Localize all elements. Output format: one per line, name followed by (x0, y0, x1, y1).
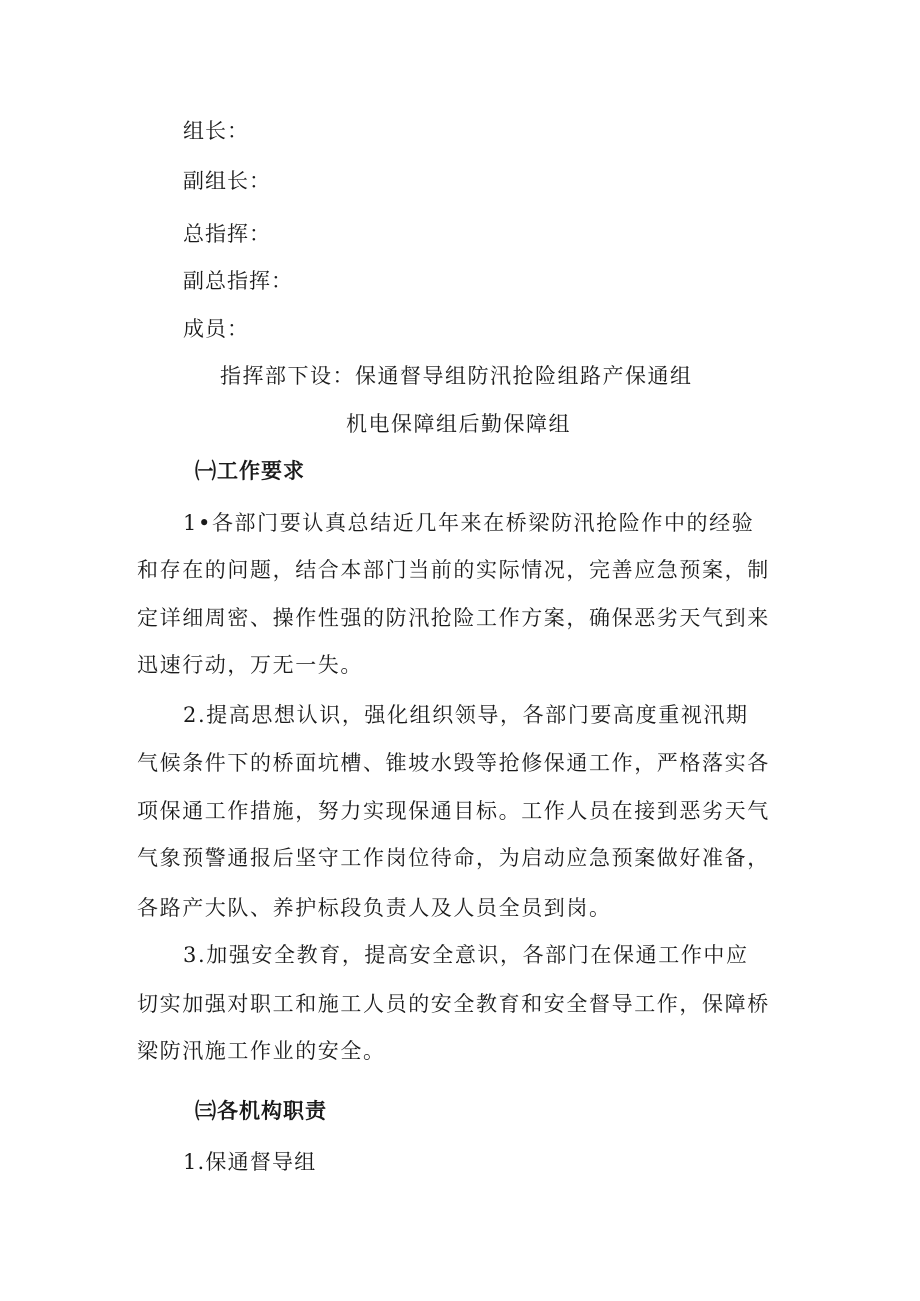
subgroups-line-2: 机电保障组后勤保障组 (346, 412, 571, 436)
subgroups-line-1: 指挥部下设：保通督导组防汛抢险组路产保通组 (220, 364, 693, 388)
item2-line-4: 气象预警通报后坚守工作岗位待命，为启动应急预案做好准备， (137, 846, 770, 870)
item2-line-3: 项保通工作措施，努力实现保通目标。工作人员在接到恶劣天气 (137, 799, 770, 823)
members-label: 成员： (183, 317, 249, 341)
chief-commander-label: 总指挥： (183, 222, 271, 246)
deputy-leader-label: 副组长： (183, 169, 271, 193)
item1-line-3: 定详细周密、操作性强的防汛抢险工作方案，确保恶劣天气到来 (137, 606, 770, 630)
item1-line-1: 1•各部门要认真总结近几年来在桥梁防汛抢险作中的经验 (183, 511, 755, 535)
item2-line-2: 气候条件下的桥面坑槽、锥坡水毁等抢修保通工作，严格落实各 (137, 751, 770, 775)
item3-line-1: 3.加强安全教育，提高安全意识，各部门在保通工作中应 (183, 943, 749, 967)
section-heading-work-requirements: ㈠工作要求 (195, 459, 305, 483)
duties-item-1: 1.保通督导组 (183, 1150, 317, 1174)
leader-label: 组长： (183, 119, 249, 143)
section-heading-duties: ㈢各机构职责 (195, 1099, 327, 1123)
item2-line-5: 各路产大队、养护标段负责人及人员全员到岗。 (137, 896, 612, 920)
item1-line-4: 迅速行动，万无一失。 (137, 653, 363, 677)
item3-line-3: 梁防汛施工作业的安全。 (137, 1039, 386, 1063)
item2-line-1: 2.提高思想认识，强化组织领导，各部门要高度重视汛期 (183, 703, 749, 727)
item3-line-2: 切实加强对职工和施工人员的安全教育和安全督导工作，保障桥 (137, 992, 770, 1016)
deputy-chief-commander-label: 副总指挥： (183, 269, 293, 293)
item1-line-2: 和存在的问题，结合本部门当前的实际情况，完善应急预案，制 (137, 558, 770, 582)
